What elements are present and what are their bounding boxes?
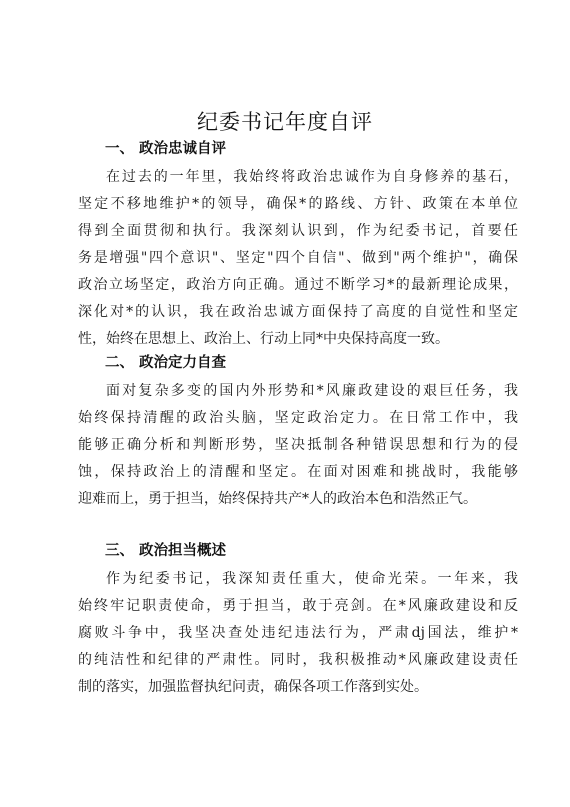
paragraph-line: 能够正确分析和判断形势，坚决抵制各种错误思想和行为的侵 — [78, 437, 518, 453]
document-title: 纪委书记年度自评 — [197, 110, 373, 134]
section-paragraph — [78, 164, 518, 353]
section-heading: 一、 政治忠诚自评 — [105, 141, 227, 157]
paragraph-line: 坚定不移地维护*的领导，确保*的路线、方针、政策在本单位 — [78, 196, 518, 212]
section-paragraph — [78, 566, 518, 701]
paragraph-line: 的纯洁性和纪律的严肃性。同时，我积极推动*风廉政建设责任 — [78, 652, 518, 668]
paragraph-line: 迎难而上，勇于担当，始终保持共产*人的政治本色和浩然正气。 — [78, 491, 477, 507]
section-heading: 三、 政治担当概述 — [105, 543, 227, 559]
paragraph-line: 始终保持清醒的政治头脑，坚定政治定力。在日常工作中，我 — [78, 410, 518, 426]
paragraph-line: 蚀，保持政治上的清醒和坚定。在面对困难和挑战时，我能够 — [78, 464, 518, 480]
paragraph-line: 面对复杂多变的国内外形势和*风廉政建设的艰巨任务，我 — [106, 383, 518, 399]
section-political-steadiness — [78, 352, 518, 513]
paragraph-line: 政治立场坚定，政治方向正确。通过不断学习*的最新理论成果， — [78, 277, 518, 293]
section-heading: 二、 政治定力自查 — [105, 355, 227, 371]
paragraph-line: 制的落实，加强监督执纪问责，确保各项工作落到实处。 — [78, 679, 428, 695]
paragraph-line: 性，始终在思想上、政治上、行动上同*中央保持高度一致。 — [78, 331, 449, 347]
section-paragraph — [78, 378, 518, 513]
section-political-loyalty — [78, 138, 518, 353]
section-political-responsibility — [78, 540, 518, 701]
paragraph-line: 始终牢记职责使命，勇于担当，敢于亮剑。在*风廉政建设和反 — [78, 598, 518, 614]
paragraph-line: 腐败斗争中，我坚决查处违纪违法行为，严肃dj国法，维护* — [78, 625, 518, 641]
paragraph-line: 深化对*的认识，我在政治忠诚方面保持了高度的自觉性和坚定 — [78, 304, 518, 320]
paragraph-line: 作为纪委书记，我深知责任重大，使命光荣。一年来，我 — [106, 571, 518, 587]
paragraph-line: 务是增强"四个意识"、坚定"四个自信"、做到"两个维护"，确保 — [78, 250, 518, 266]
paragraph-line: 得到全面贯彻和执行。我深刻认识到，作为纪委书记，首要任 — [78, 223, 518, 239]
paragraph-line: 在过去的一年里，我始终将政治忠诚作为自身修养的基石， — [106, 169, 518, 185]
